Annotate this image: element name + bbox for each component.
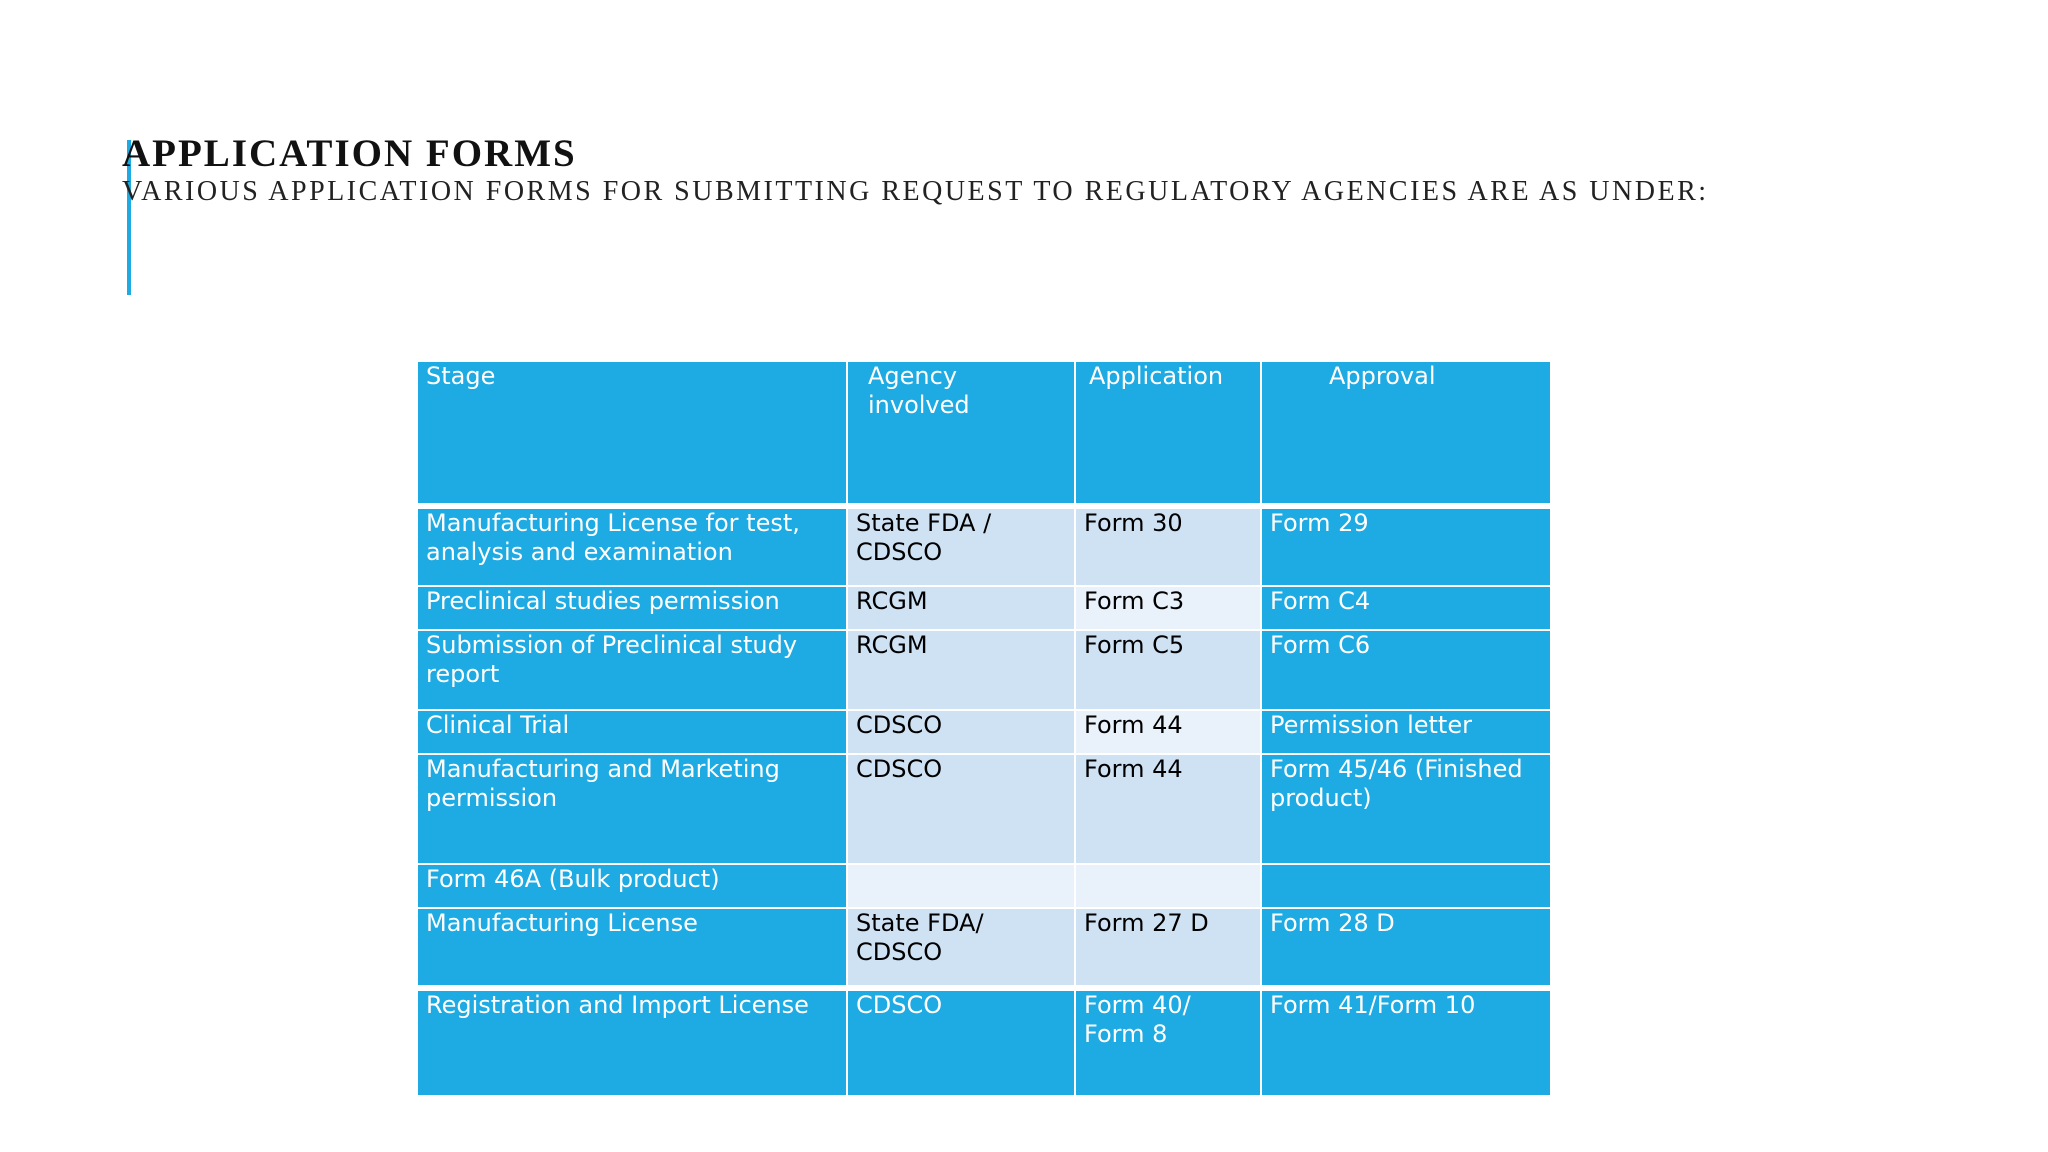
- cell-agency: CDSCO: [847, 988, 1075, 1096]
- table-row: [417, 630, 1551, 710]
- cell-agency: CDSCO: [847, 710, 1075, 754]
- cell-approval: Permission letter: [1261, 710, 1551, 754]
- cell-application: [1075, 864, 1261, 908]
- header-approval: Approval: [1261, 361, 1551, 506]
- cell-agency: RCGM: [847, 630, 1075, 710]
- cell-approval: [1261, 864, 1551, 908]
- table-row: [417, 710, 1551, 754]
- cell-agency: State FDA / CDSCO: [847, 506, 1075, 586]
- slide-title: APPLICATION FORMS: [122, 132, 577, 175]
- table-row: [417, 754, 1551, 864]
- table-header-row: [417, 361, 1551, 506]
- cell-stage: Manufacturing License for test, analysis and examination: [417, 506, 847, 586]
- table-row: [417, 988, 1551, 1096]
- cell-stage: Clinical Trial: [417, 710, 847, 754]
- table-row: [417, 864, 1551, 908]
- cell-agency: State FDA/ CDSCO: [847, 908, 1075, 988]
- cell-agency: CDSCO: [847, 754, 1075, 864]
- cell-stage: Submission of Preclinical study report: [417, 630, 847, 710]
- cell-application: Form 44: [1075, 754, 1261, 864]
- cell-application: Form 40/ Form 8: [1075, 988, 1261, 1096]
- table-row: [417, 586, 1551, 630]
- cell-stage: Registration and Import License: [417, 988, 847, 1096]
- cell-stage: Form 46A (Bulk product): [417, 864, 847, 908]
- header-stage: Stage: [417, 361, 847, 506]
- cell-application: Form 30: [1075, 506, 1261, 586]
- cell-application: Form 27 D: [1075, 908, 1261, 988]
- cell-approval: Form 41/Form 10: [1261, 988, 1551, 1096]
- cell-stage: Preclinical studies permission: [417, 586, 847, 630]
- cell-agency: [847, 864, 1075, 908]
- cell-agency: RCGM: [847, 586, 1075, 630]
- cell-approval: Form C4: [1261, 586, 1551, 630]
- cell-application: Form C5: [1075, 630, 1261, 710]
- cell-application: Form 44: [1075, 710, 1261, 754]
- header-application: Application: [1075, 361, 1261, 506]
- table-row: [417, 908, 1551, 988]
- header-agency: Agency involved: [847, 361, 1075, 506]
- cell-approval: Form 45/46 (Finished product): [1261, 754, 1551, 864]
- slide-subtitle: VARIOUS APPLICATION FORMS FOR SUBMITTING REQUEST TO REGULATORY AGENCIES ARE AS UNDER:: [122, 176, 1709, 207]
- cell-application: Form C3: [1075, 586, 1261, 630]
- cell-approval: Form 29: [1261, 506, 1551, 586]
- application-forms-table: [416, 360, 1552, 1097]
- table-row: [417, 506, 1551, 586]
- cell-stage: Manufacturing and Marketing permission: [417, 754, 847, 864]
- cell-approval: Form 28 D: [1261, 908, 1551, 988]
- cell-stage: Manufacturing License: [417, 908, 847, 988]
- cell-approval: Form C6: [1261, 630, 1551, 710]
